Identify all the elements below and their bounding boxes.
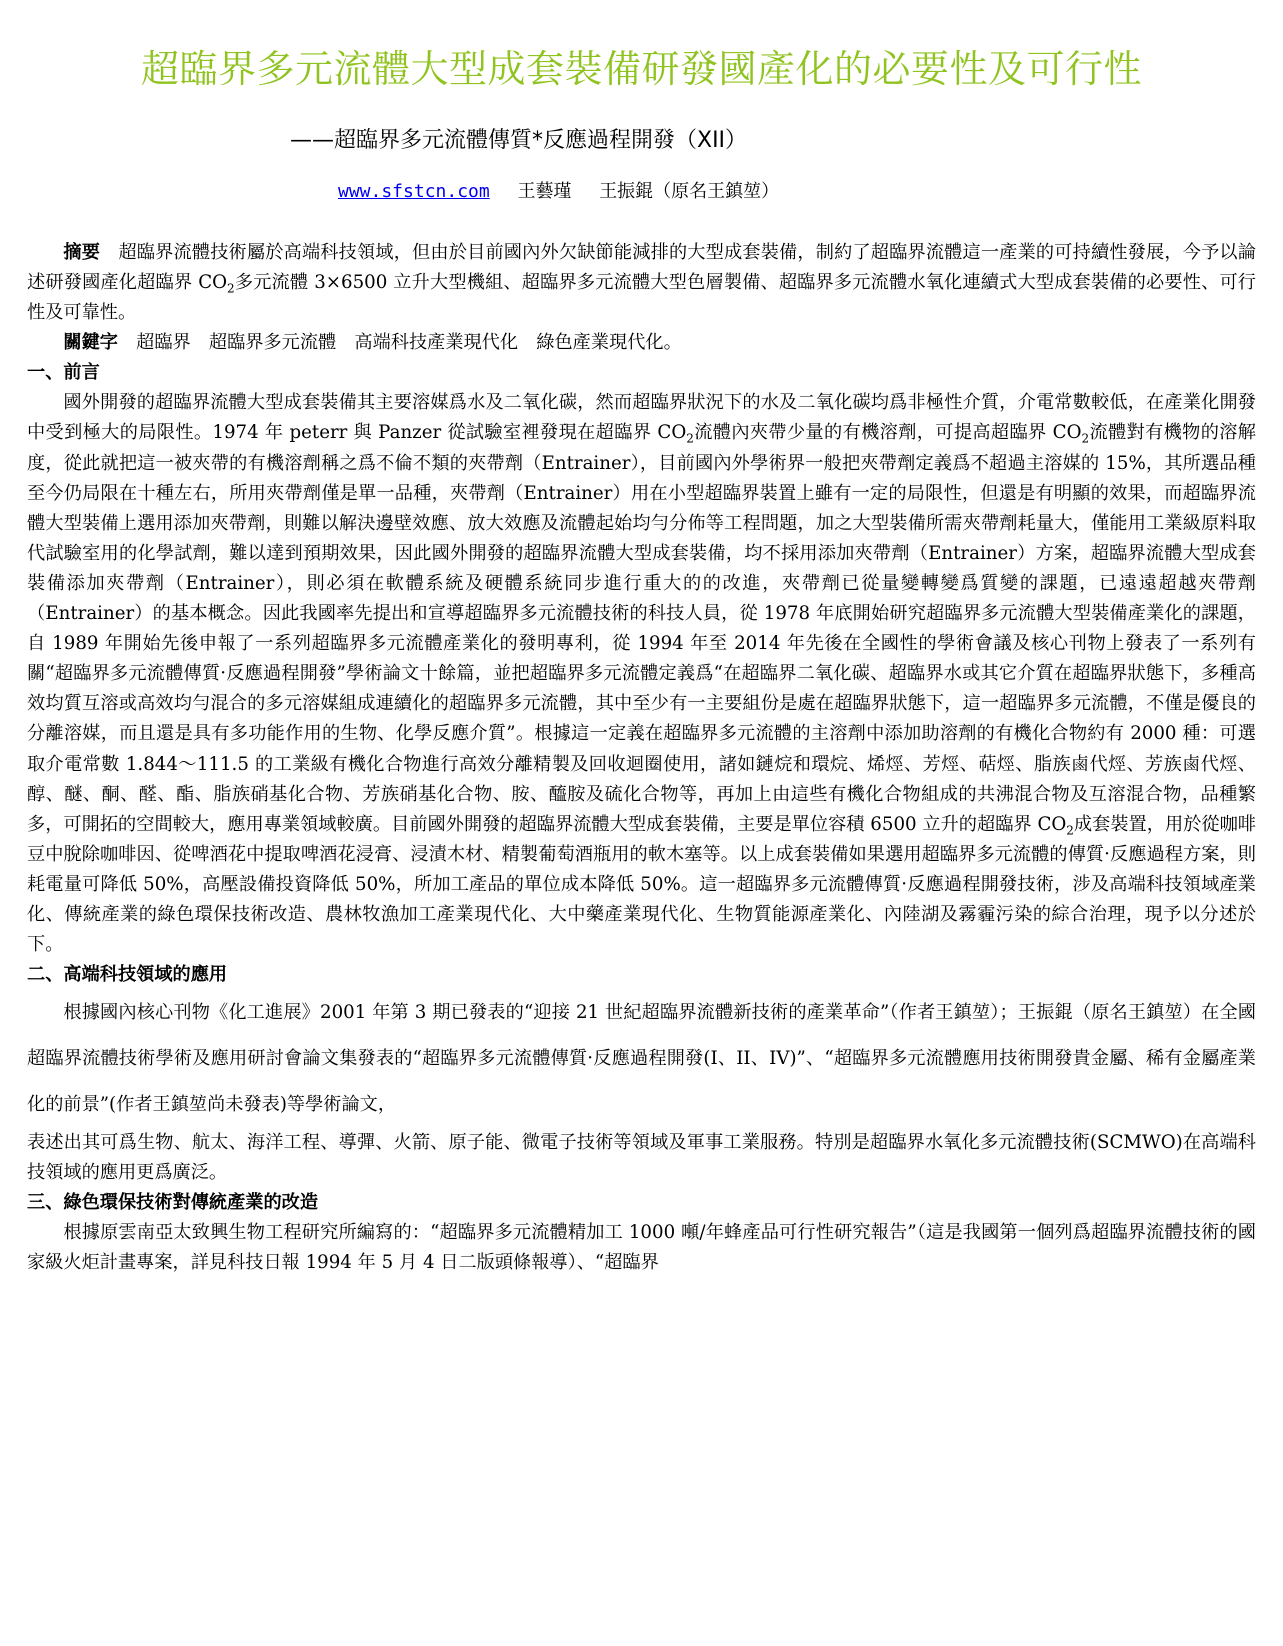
author-1: 王藝瑾 — [517, 181, 572, 202]
section-2-heading: 二、高端科技領域的應用 — [27, 964, 228, 986]
abstract-text-b: 多元流體 3×6500 立升大型機組、超臨界多元流體大型色層製備、超臨界多元流體水氧化連續式大型成套裝備的必要性、可行性及可靠性。 — [27, 272, 1256, 324]
article-body — [27, 238, 1256, 1279]
s1-text-b: 流體內夾帶少量的有機溶劑，可提高超臨界 CO — [693, 422, 1082, 444]
s1-text-d: 成套裝置，用於從咖啡豆中脫除咖啡因、從啤酒花中提取啤酒花浸膏、浸漬木材、精製葡萄酒瓶用的軟木塞等。以上成套裝備如果選用超臨界多元流體的傳質·反應過程方案，則耗電量可降低 50%，高壓設備投資降低 50%，所加工產品的單位成本降低 50%。這一超臨界多元流體傳質·反應過程開發技術，涉及高端科技領域產業化、傳統產業的綠色環保技術改造、農林牧漁加工產業現代化、大中藥產業現代化、生物質能源產業化、內陸湖及霧霾污染的綜合治理，現予以分述於下。 — [27, 813, 1256, 956]
abstract-paragraph — [27, 238, 1256, 328]
website-link[interactable]: www.sfstcn.com — [338, 181, 490, 202]
subscript-2: 2 — [1081, 432, 1090, 447]
subscript-2: 2 — [227, 281, 235, 296]
section-1-paragraph — [27, 388, 1256, 960]
author-2: 王振錕（原名王鎮堃） — [599, 181, 780, 202]
subscript-2: 2 — [686, 432, 694, 447]
page-subtitle: ——超臨界多元流體傳質*反應過程開發（XII） — [290, 128, 748, 153]
abstract-label: 摘要 — [63, 242, 101, 263]
page-title: 超臨界多元流體大型成套裝備研發國產化的必要性及可行性 — [140, 47, 1142, 91]
section-3-paragraph-1: 根據原雲南亞太致興生物工程研究所編寫的：“超臨界多元流體精加工 1000 噸/年蜂產品可行性研究報告”（這是我國第一個列爲超臨界流體技術的國家級火炬計畫專案，詳見科技日報 1994 年 5 月 4 日二版頭條報導）、“超臨界 — [27, 1222, 1256, 1274]
keywords-label: 關鍵字 — [63, 332, 118, 354]
abstract-text-a: 超臨界流體技術屬於高端科技領域，但由於目前國內外欠缺節能減排的大型成套裝備，制約了超臨界流體這一產業的可持續性發展，今予以論述研發國產化超臨界 CO — [27, 242, 1256, 294]
s1-text-c: 流體對有機物的溶解度，從此就把這一被夾帶的有機溶劑稱之爲不倫不類的夾帶劑（Entrainer），目前國內外學術界一般把夾帶劑定義爲不超過主溶媒的 15%，其所選品種至今仍局限在十種左右，所用夾帶劑僅是單一品種，夾帶劑（Entrainer）用在小型超臨界裝置上雖有一定的局限性，但還是有明顯的效果，而超臨界流體大型裝備上選用添加夾帶劑，則難以解決邊壁效應、放大效應及流體起始均勻分佈等工程問題，加之大型裝備所需夾帶劑耗量大，僅能用工業級原料取代試驗室用的化學試劑，難以達到預期效果，因此國外開發的超臨界流體大型成套裝備，均不採用添加夾帶劑（Entrainer）方案，超臨界流體大型成套裝備添加夾帶劑（Entrainer），則必須在軟體系統及硬體系統同步進行重大的的改進，夾帶劑已從量變轉變爲質變的課題，已遠遠超越夾帶劑（Entrainer）的基本概念。因此我國率先提出和宣導超臨界多元流體技術的科技人員，從 1978 年底開始研究超臨界多元流體大型裝備產業化的課題，自 1989 年開始先後申報了一系列超臨界多元流體產業化的發明專利，從 1994 年至 2014 年先後在全國性的學術會議及核心刊物上發表了一系列有關“超臨界多元流體傳質·反應過程開發”學術論文十餘篇，並把超臨界多元流體定義爲“在超臨界二氧化碳、超臨界水或其它介質在超臨界狀態下，多種高效均質互溶或高效均勻混合的多元溶媒組成連續化的超臨界多元流體，其中至少有一主要組份是處在超臨界狀態下，這一超臨界多元流體，不僅是優良的分離溶媒，而且還是具有多功能作用的生物、化學反應介質”。根據這一定義在超臨界多元流體的主溶劑中添加助溶劑的有機化合物約有 2000 種：可選取介電常數 1.844～111.5 的工業級有機化合物進行高效分離精製及回收迴圈使用，諸如鏈烷和環烷、烯烴、芳烴、萜烴、脂族鹵代烴、芳族鹵代烴、醇、醚、酮、醛、酯、脂族硝基化合物、芳族硝基化合物、胺、醯胺及硫化合物等，再加上由這些有機化合物組成的共沸混合物及互溶混合物，品種繁多，可開拓的空間較大，應用專業領域較廣。目前國外開發的超臨界流體大型成套裝備，主要是單位容積 6500 立升的超臨界 CO — [27, 422, 1256, 835]
author-line — [338, 177, 779, 203]
section-2-paragraph-2: 表述出其可爲生物、航太、海洋工程、導彈、火箭、原子能、微電子技術等領域及軍事工業服務。特別是超臨界水氧化多元流體技術(SCMWO)在高端科技領域的應用更爲廣泛。 — [27, 1132, 1256, 1184]
s1-text-a: 國外開發的超臨界流體大型成套裝備其主要溶媒爲水及二氧化碳，然而超臨界狀況下的水及二氧化碳均爲非極性介質，介電常數較低，在產業化開發中受到極大的局限性。1974 年 peterr 與 Panzer 從試驗室裡發現在超臨界 CO — [27, 392, 1256, 444]
section-3-heading: 三、綠色環保技術對傳統產業的改造 — [27, 1192, 319, 1214]
section-1-heading: 一、前言 — [27, 362, 100, 384]
subscript-2: 2 — [1066, 823, 1074, 838]
keywords-paragraph — [27, 328, 1256, 358]
keywords-text: 超臨界 超臨界多元流體 高端科技產業現代化 綠色產業現代化。 — [136, 332, 682, 354]
section-2-paragraph-1: 根據國內核心刊物《化工進展》2001 年第 3 期已發表的“迎接 21 世紀超臨界流體新技術的產業革命”（作者王鎮堃）；王振錕（原名王鎮堃）在全國超臨界流體技術學術及應用研討會論文集發表的“超臨界多元流體傳質·反應過程開發(I、II、IV)”、“超臨界多元流體應用技術開發貴金屬、稀有金屬產業化的前景”(作者王鎮堃尚未發表)等學術論文， — [27, 1002, 1256, 1116]
